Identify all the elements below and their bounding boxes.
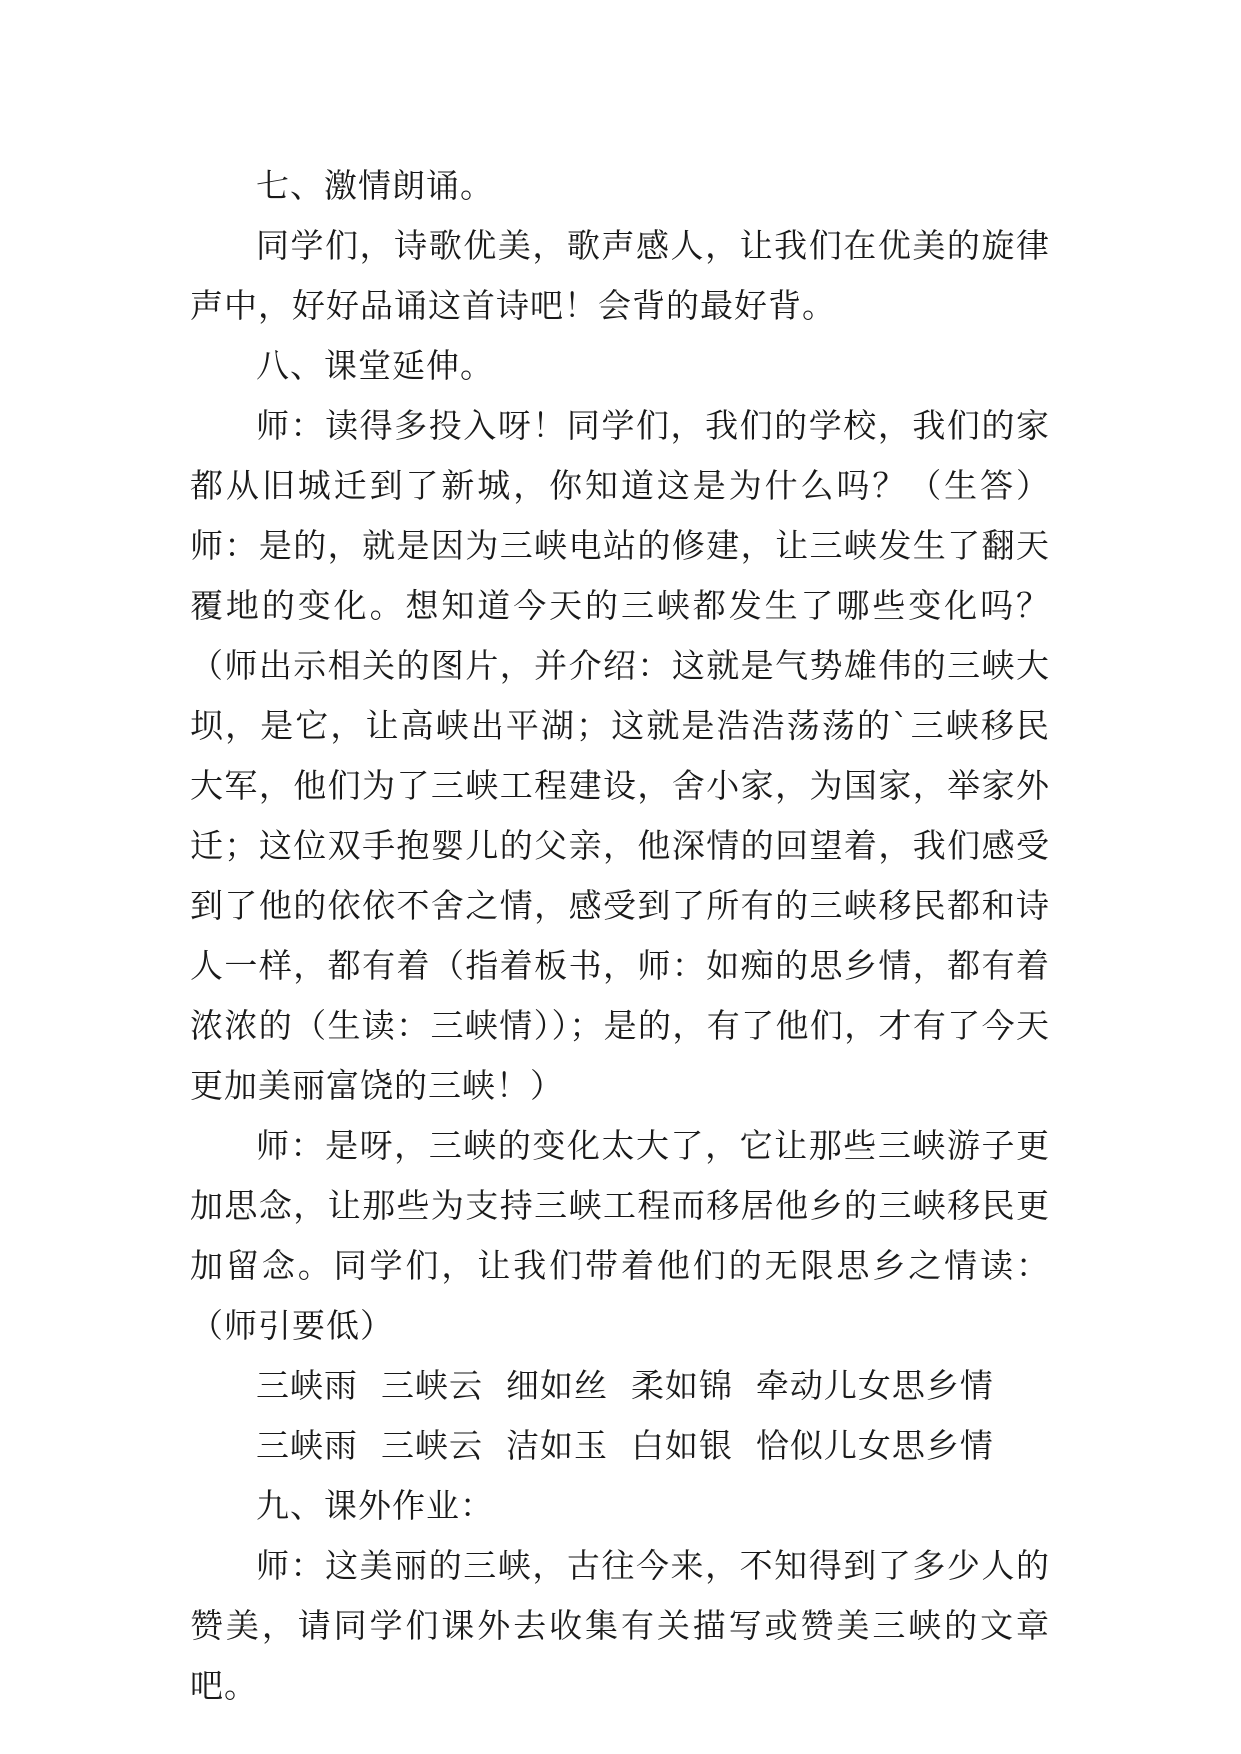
section-heading-eight: 八、课堂延伸。 (256, 346, 494, 385)
verse-line: 三峡雨 三峡云 洁如玉 白如银 恰似儿女思乡情 (256, 1426, 994, 1465)
section-heading-nine: 九、课外作业： (256, 1486, 494, 1525)
paragraph: 同学们，诗歌优美，歌声感人，让我们在优美的旋律声中，好好品诵这首诗吧！会背的最好背。 (190, 226, 1050, 325)
section-heading-seven: 七、激情朗诵。 (256, 166, 494, 205)
paragraph: 师：读得多投入呀！同学们，我们的学校，我们的家都从旧城迁到了新城，你知道这是为什么吗？（生答）师：是的，就是因为三峡电站的修建，让三峡发生了翻天覆地的变化。想知道今天的三峡都发生了哪些变化吗？（师出示相关的图片，并介绍：这就是气势雄伟的三峡大坝，是它，让高峡出平湖；这就是浩浩荡荡的`三峡移民大军，他们为了三峡工程建设，舍小家，为国家，举家外迁；这位双手抱婴儿的父亲，他深情的回望着，我们感受到了他的依依不舍之情，感受到了所有的三峡移民都和诗人一样，都有着（指着板书，师：如痴的思乡情，都有着浓浓的（生读：三峡情））；是的，有了他们，才有了今天更加美丽富饶的三峡！） (190, 406, 1050, 1105)
verse-line: 三峡雨 三峡云 细如丝 柔如锦 牵动儿女思乡情 (256, 1366, 994, 1405)
paragraph: 师：是呀，三峡的变化太大了，它让那些三峡游子更加思念，让那些为支持三峡工程而移居他乡的三峡移民更加留念。同学们，让我们带着他们的无限思乡之情读：（师引要低） (190, 1126, 1050, 1345)
paragraph: 师：这美丽的三峡，古往今来，不知得到了多少人的赞美，请同学们课外去收集有关描写或赞美三峡的文章吧。 (190, 1546, 1050, 1705)
document-body (190, 156, 1050, 1716)
